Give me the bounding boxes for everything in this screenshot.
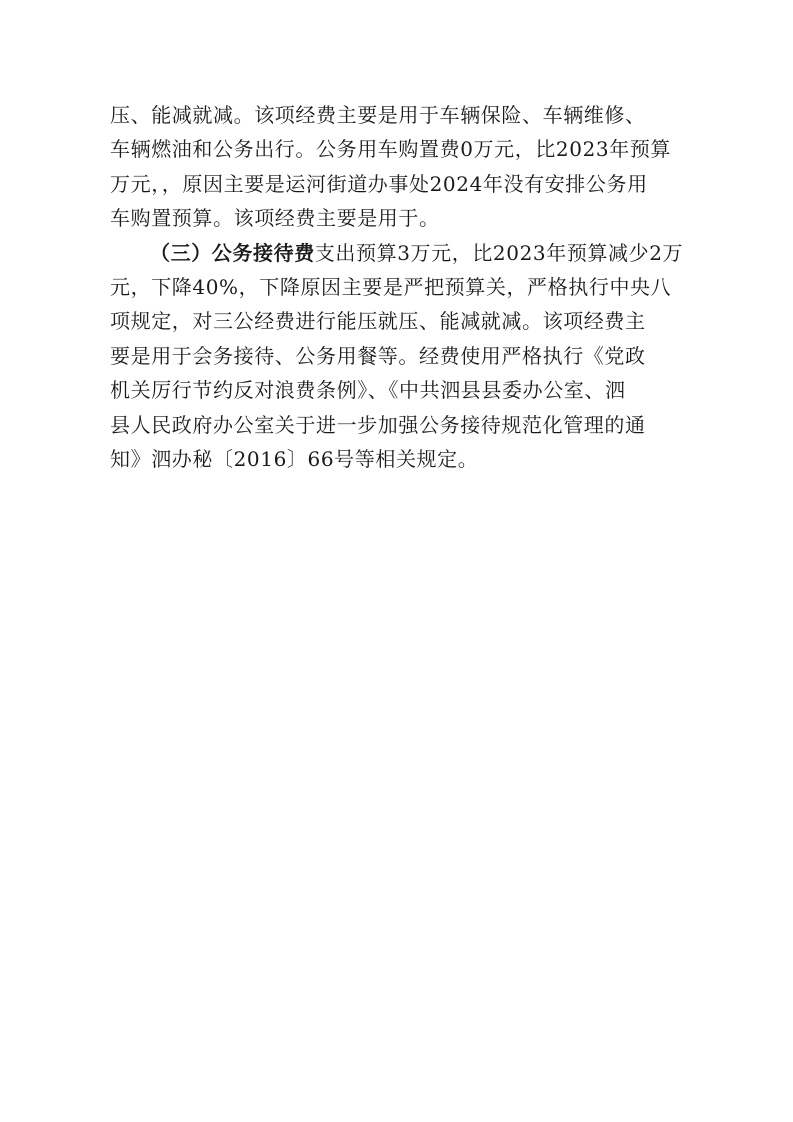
text-line: 车购置预算。该项经费主要是用于。 <box>110 206 440 231</box>
text-line: 车辆燃油和公务出行。公务用车购置费0万元，比2023年预算 <box>110 137 672 162</box>
text-line <box>110 236 690 270</box>
text-line: 元，下降40%，下降原因主要是严把预算关，严格执行中央八 <box>110 274 672 299</box>
document-body <box>110 98 690 476</box>
text-line: 压、能减就减。该项经费主要是用于车辆保险、车辆维修、 <box>110 103 646 127</box>
heading-line-text: 支出预算3万元，比2023年预算减少2万 <box>314 240 684 265</box>
text-line: 要是用于会务接待、公务用餐等。经费使用严格执行《党政 <box>110 343 646 368</box>
paragraph-reception-costs <box>110 236 690 477</box>
text-line: 机关厉行节约反对浪费条例》、《中共泗县县委办公室、泗 <box>110 378 626 403</box>
text-line: 万元，，原因主要是运河街道办事处2024年没有安排公务用 <box>110 171 648 196</box>
text-line: 知》泗办秘〔2016〕66号等相关规定。 <box>110 446 479 471</box>
text-line: 县人民政府办公室关于进一步加强公务接待规范化管理的通 <box>110 412 646 437</box>
text-line: 项规定，对三公经费进行能压就压、能减就减。该项经费主 <box>110 309 646 334</box>
paragraph-vehicle-costs <box>110 98 690 236</box>
section-heading: （三）公务接待费 <box>150 240 315 265</box>
